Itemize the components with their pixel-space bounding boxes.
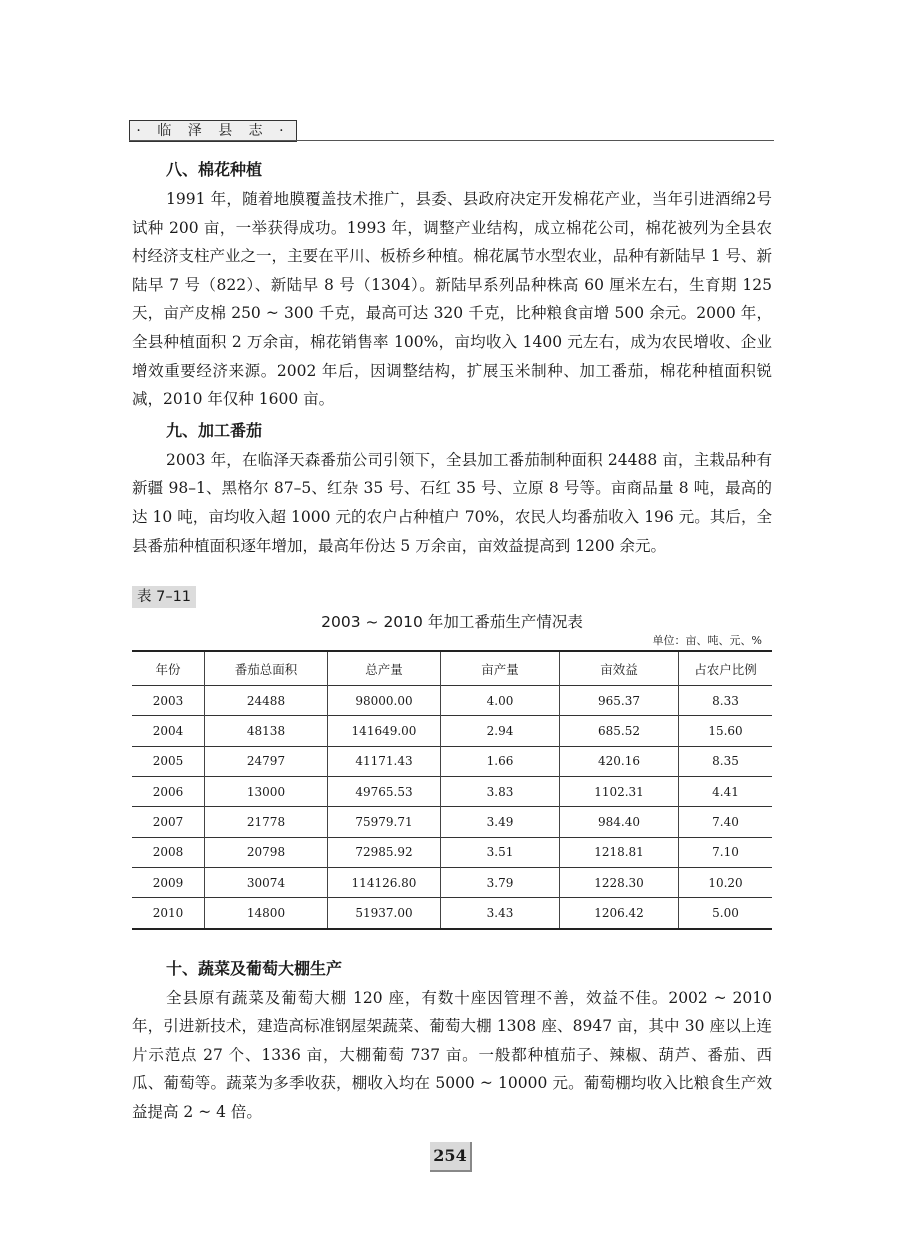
col-header-output: 总产量 bbox=[328, 651, 441, 686]
table-cell: 3.51 bbox=[441, 837, 560, 867]
table-row bbox=[132, 807, 772, 837]
table-cell: 10.20 bbox=[679, 867, 773, 897]
table-title: 2003 ~ 2010 年加工番茄生产情况表 bbox=[321, 613, 583, 632]
table-cell: 5.00 bbox=[679, 898, 773, 929]
table-tag: 表 7–11 bbox=[132, 586, 196, 608]
table-cell: 1206.42 bbox=[560, 898, 679, 929]
table-cell: 114126.80 bbox=[328, 867, 441, 897]
table-cell: 24488 bbox=[205, 686, 328, 716]
col-header-area: 番茄总面积 bbox=[205, 651, 328, 686]
header-rule bbox=[129, 140, 774, 141]
table-cell: 48138 bbox=[205, 716, 328, 746]
col-header-yield: 亩产量 bbox=[441, 651, 560, 686]
table-cell: 2007 bbox=[132, 807, 205, 837]
table-cell: 3.79 bbox=[441, 867, 560, 897]
table-cell: 41171.43 bbox=[328, 746, 441, 776]
section-paragraph-tomato: 2003 年，在临泽天森番茄公司引领下，全县加工番茄制种面积 24488 亩，主栽品种有新疆 98–1、黑格尔 87–5、红杂 35 号、石红 35 号、立原 8 号等。亩商品量 8 吨，最高的达 10 吨，亩均收入超 1000 元的农户占种植户 70%，农民人均番茄收入 196 元。其后，全县番茄种植面积逐年增加，最高年份达 5 万余亩，亩效益提高到 1200 余元。 bbox=[132, 450, 772, 555]
running-header: · 临 泽 县 志 · bbox=[129, 120, 297, 142]
table-cell: 3.83 bbox=[441, 777, 560, 807]
table-cell: 49765.53 bbox=[328, 777, 441, 807]
table-row bbox=[132, 686, 772, 716]
table-row bbox=[132, 746, 772, 776]
table-cell: 7.40 bbox=[679, 807, 773, 837]
table-cell: 1228.30 bbox=[560, 867, 679, 897]
section-paragraph-greenhouse: 全县原有蔬菜及葡萄大棚 120 座，有数十座因管理不善，效益不佳。2002 ~ 2010 年，引进新技术，建造高标准钢屋架蔬菜、葡萄大棚 1308 座、8947 亩，其中 30 座以上连片示范点 27 个、1336 亩，大棚葡萄 737 亩。一般都种植茄子、辣椒、葫芦、番茄、西瓜、葡萄等。蔬菜为多季收获，棚收入均在 5000 ~ 10000 元。葡萄棚均收入比粮食生产效益提高 2 ~ 4 倍。 bbox=[132, 988, 772, 1121]
table-cell: 98000.00 bbox=[328, 686, 441, 716]
table-cell: 3.43 bbox=[441, 898, 560, 929]
table-cell: 51937.00 bbox=[328, 898, 441, 929]
table-cell: 4.41 bbox=[679, 777, 773, 807]
table-row bbox=[132, 898, 772, 929]
table-cell: 14800 bbox=[205, 898, 328, 929]
table-cell: 1218.81 bbox=[560, 837, 679, 867]
table-cell: 965.37 bbox=[560, 686, 679, 716]
table-unit: 单位：亩、吨、元、% bbox=[652, 634, 762, 648]
table-row bbox=[132, 867, 772, 897]
page-content bbox=[132, 155, 772, 1126]
table-cell: 2006 bbox=[132, 777, 205, 807]
section-heading-tomato: 九、加工番茄 bbox=[166, 420, 263, 440]
tomato-production-table bbox=[132, 650, 772, 929]
col-header-year: 年份 bbox=[155, 661, 181, 677]
col-header-ratio: 占农户比例 bbox=[679, 651, 773, 686]
section-heading-cotton: 八、棉花种植 bbox=[166, 160, 263, 179]
table-cell: 1102.31 bbox=[560, 777, 679, 807]
table-cell: 2003 bbox=[132, 686, 205, 716]
table-cell: 2004 bbox=[132, 716, 205, 746]
table-cell: 2010 bbox=[132, 898, 205, 929]
page-number: 254 bbox=[430, 1142, 472, 1172]
table-cell: 420.16 bbox=[560, 746, 679, 776]
table-cell: 141649.00 bbox=[328, 716, 441, 746]
table-cell: 15.60 bbox=[679, 716, 773, 746]
table-cell: 3.49 bbox=[441, 807, 560, 837]
table-header-row bbox=[132, 651, 772, 686]
table-row bbox=[132, 777, 772, 807]
table-cell: 72985.92 bbox=[328, 837, 441, 867]
table-cell: 21778 bbox=[205, 807, 328, 837]
table-cell: 24797 bbox=[205, 746, 328, 776]
table-cell: 7.10 bbox=[679, 837, 773, 867]
table-cell: 75979.71 bbox=[328, 807, 441, 837]
table-cell: 2005 bbox=[132, 746, 205, 776]
col-header-benefit: 亩效益 bbox=[560, 651, 679, 686]
table-cell: 685.52 bbox=[560, 716, 679, 746]
section-paragraph-cotton: 1991 年，随着地膜覆盖技术推广，县委、县政府决定开发棉花产业，当年引进酒绵2号试种 200 亩，一举获得成功。1993 年，调整产业结构，成立棉花公司，棉花被列为全县农村经济支柱产业之一，主要在平川、板桥乡种植。棉花属节水型农业，品种有新陆早 1 号、新陆早 7 号（822）、新陆早 8 号（1304）。新陆早系列品种株高 60 厘米左右，生育期 125 天，亩产皮棉 250 ~ 300 千克，最高可达 320 千克，比种粮食亩增 500 余元。2000 年，全县种植面积 2 万余亩，棉花销售率 100%，亩均收入 1400 元左右，成为农民增收、企业增效重要经济来源。2002 年后，因调整结构，扩展玉米制种、加工番茄，棉花种植面积锐减，2010 年仅种 1600 亩。 bbox=[132, 190, 772, 409]
table-cell: 30074 bbox=[205, 867, 328, 897]
table-cell: 8.35 bbox=[679, 746, 773, 776]
table-row bbox=[132, 716, 772, 746]
table-cell: 4.00 bbox=[441, 686, 560, 716]
section-heading-greenhouse: 十、蔬菜及葡萄大棚生产 bbox=[166, 958, 343, 978]
table-row bbox=[132, 837, 772, 867]
table-cell: 2009 bbox=[132, 867, 205, 897]
table-cell: 13000 bbox=[205, 777, 328, 807]
table-cell: 1.66 bbox=[441, 746, 560, 776]
table-cell: 20798 bbox=[205, 837, 328, 867]
table-cell: 984.40 bbox=[560, 807, 679, 837]
table-cell: 2008 bbox=[132, 837, 205, 867]
table-cell: 8.33 bbox=[679, 686, 773, 716]
table-cell: 2.94 bbox=[441, 716, 560, 746]
